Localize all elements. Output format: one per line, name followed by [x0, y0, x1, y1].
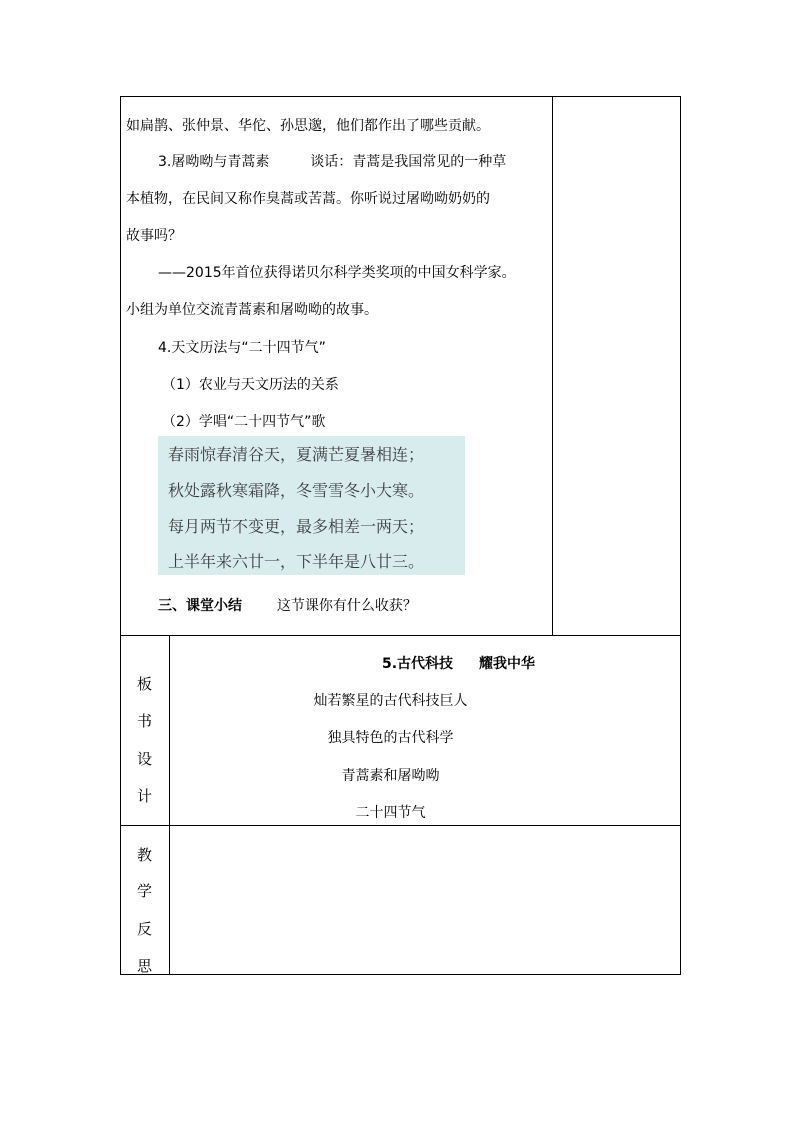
song-line-2: 秋处露秋寒霜降，冬雪雪冬小大寒。: [168, 481, 425, 500]
summary-question: 这节课你有什么收获？: [276, 598, 417, 614]
item4-title: 4.天文历法与“二十四节气”: [158, 340, 326, 356]
solar-terms-song-box: [158, 436, 465, 575]
board-label-char-3: 设: [136, 750, 152, 768]
item3-group-activity: 小组为单位交流青蒿素和屠呦呦的故事。: [126, 302, 378, 318]
song-line-3: 每月两节不变更，最多相差一两天；: [168, 517, 425, 536]
table-right-border: [680, 96, 681, 975]
board-label-char-1: 板: [136, 675, 152, 693]
reflection-content-area[interactable]: [170, 826, 680, 974]
board-title-left: 5.古代科技: [381, 656, 454, 672]
board-label-char-2: 书: [136, 712, 152, 730]
summary-heading: 三、课堂小结: [158, 598, 242, 614]
board-title: [236, 654, 681, 674]
song-line-1: 春雨惊春清谷天，夏满芒夏暑相连；: [168, 445, 425, 464]
board-line-4: 二十四节气: [355, 805, 426, 821]
reflection-label-char-2: 学: [136, 882, 152, 900]
item4-sub2: （2）学唱“二十四节气”歌: [162, 414, 326, 430]
reflection-label-char-1: 教: [136, 846, 152, 864]
item3-line: [158, 152, 506, 172]
song-line-4: 上半年来六廿一，下半年是八廿三。: [168, 552, 425, 571]
contribution-question: 如扁鹊、张仲景、华佗、孙思邈，他们都作出了哪些贡献。: [126, 118, 490, 134]
board-line-3: 青蒿素和屠呦呦: [341, 768, 440, 784]
table-top-border: [120, 96, 681, 97]
reflection-label-char-3: 反: [136, 920, 152, 938]
item3-quote: ——2015年首位获得诺贝尔科学类奖项的中国女科学家。: [158, 265, 516, 281]
board-line-2: 独具特色的古代科学: [327, 730, 454, 746]
reflection-label-char-4: 思: [136, 957, 152, 975]
table-top-inner-divider: [552, 96, 553, 636]
board-label-char-4: 计: [136, 787, 152, 805]
board-line-1: 灿若繁星的古代科技巨人: [313, 693, 468, 709]
item3-title: 3.屠呦呦与青蒿素: [158, 154, 270, 170]
item3-continuation-1: 本植物，在民间又称作臭蒿或苦蒿。你听说过屠呦呦奶奶的: [126, 191, 490, 207]
item3-continuation-2: 故事吗？: [126, 228, 182, 244]
item3-talk: 谈话：青蒿是我国常见的一种草: [310, 154, 507, 170]
item4-sub1: （1）农业与天文历法的关系: [162, 377, 339, 393]
table-left-border: [120, 96, 121, 975]
board-title-right: 耀我中华: [479, 656, 536, 672]
class-summary: [158, 596, 417, 616]
table-bottom-border: [120, 974, 681, 975]
table-row-divider-1: [120, 635, 681, 636]
